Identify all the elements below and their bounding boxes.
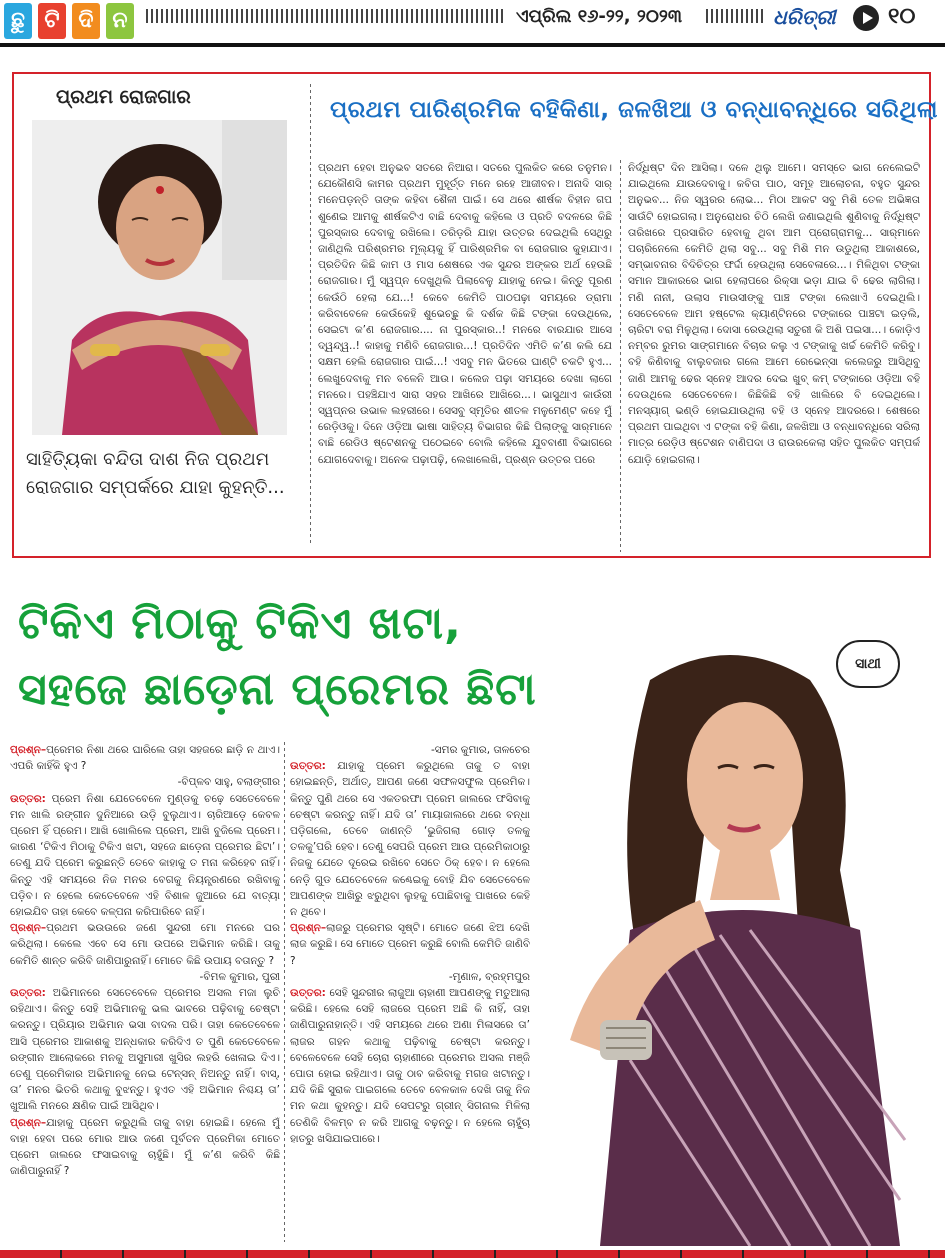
article1-column-1: ପ୍ରଥମ ହେବା ଅନୁଭବ ସତରେ ନିଆରା। ସତରେ ପୁଲକିତ କରେ ତନୁମନ। ଯେକୌଣସି କାମର ପ୍ରଥମ ମୁହୂର୍ତ୍ତ ମନେ ରହେ ଆଜୀବନ। ଅନାଦି ସାର୍ ମନେପଡ଼ନ୍ତି ତାଙ୍କ କହିବା ଶୈଳୀ ପାଇଁ। ସେ ଥରେ ଶୀର୍ଷକ ବିହୀନ ଗପ ଶୁଣେଇ ଆମକୁ ଶୀର୍ଷକଟିଏ ବାଛି ଦେବାକୁ କହିଲେ ଓ ପ୍ରତି ବଦଳରେ କିଛି ପୁରସ୍କାର ଦେବାକୁ ରଖିଲେ। ତରିଡ଼ରି ଯାହା ଉତ୍ତର ଦେଇଥିଲି ସେଥିରୁ ଜାଣିଥିଲି ପରିଶ୍ରମର ମୂଲ୍ୟକୁ ହିଁ ପାରିଶ୍ରମିକ ବା ରୋଜଗାର କୁହାଯାଏ। ପ୍ରତିଦିନ କିଛି କାମ ଓ ମାସ ଶେଷରେ ଏକ ସୁନ୍ଦର ଅଙ୍କର ଅର୍ଥ ହେଉଛି ରୋଜଗାର। ମୁଁ ସ୍ୱପ୍ନ ଦେଖୁଥିଲି ପିଲାବେଳୁ ଯାହାକୁ ନେଇ। କିନ୍ତୁ ପୂରଣ କେଉଁଠି ହେଲା ଯେ...! କେବେ କେମିତି ପାଠପଢ଼ା ସମୟରେ ଡ୍ରାମା କରିବାବେଳେ କେଉଁକେହି ଶୁଭେଚ୍ଛୁ କି ଦର୍ଶକ କିଛି ଟଙ୍କା ଦେଉଥିଲେ, ସେଇଟା କ’ଣ ରୋଜଗାର.... ନା ପୁରସ୍କାର..! ମନରେ ବାରଯାର ଆସେ ଦ୍ୱନ୍ଦ୍ୱ..! କାହାକୁ ମଣିବି ରୋଜଗାର...! ପ୍ରତିଦିନ ଏମିତି କ’ଣ କଲି ଯେ ସକ୍ଷମ ହେଲି ରୋଜଗାର ପାଇଁ...! ଏସବୁ ମନ ଭିତରେ ଘାଣ୍ଟି ଚକଟି ହୁଏ... ଲେଖୁଦେବାକୁ ମନ ବଳେନି ଆଉ। କଲେଜ ପଢ଼ା ସମୟରେ ଦେଖା ଲାଗେ ମନରେ। ପହଞ୍ଚିଯାଏ ସାରା ସହର ଆଖିରେ ଆଖିରେ...। ଭାସୁଥାଏ କାଉଁରୀ ସ୍ୱପ୍ନର ଉଭାଳ ଲହରୀରେ। ସେସବୁ ସ୍ମୃତିର ଶୀତଳ ମଳୁମେଣ୍ଟ କହେ ମୁଁ ରେଡ଼ିଓକୁ। ଦିନେ ଓଡ଼ିଆ ଭାଷା ସାହିତ୍ୟ ବିଭାଗର କିଛି ପିଲାଙ୍କୁ ସାର୍‌ମାନେ ବାଛି ରେଡିଓ ଷ୍ଟେଶନକୁ ପଠେଇବେ ବୋଲି କହିଲେ ଯୁବବାଣୀ ବିଭାଗରେ ଯୋଗଦେବାକୁ। ଅନେକ ପଢ଼ାପଢ଼ି, ଲେଖାଲେଖି, ପ୍ରଶ୍ନ ଉତ୍ତର ପରେ — [318, 162, 612, 466]
article1-column-2: ନିର୍ଦ୍ଧିଷ୍ଟ ଦିନ ଆସିଲା। ଦଳେ ଥିଲୁ ଆମେ। ସମସ୍ତେ ଭାଗ ନେଲେଇଟି ଯାଇଥିଲେ ଯାଉଦେବାକୁ। କବିତା ପାଠ, ସମୂହ ଆଲୋଚନା, ବହୁତ ସୁନ୍ଦର ଅନୁଭବ... ନିଜ ସ୍ୱରର ଲୋଭ... ମିଠା ଆକଟ ସବୁ ମିଶି ତେଳ ଅଭିଜ୍ଞତା ସାଉଁଟି ହୋଇଗଲା। ଅନୁରୋଧର ଚିଠି ଲେଖି ଜଣାଇଥିଲି ଶୁଣିବାକୁ ନିର୍ଦ୍ଧିଷ୍ଟ ତାରିଖରେ ପ୍ରସାରିତ ହେବାକୁ ଥିବା ଆମ ପ୍ରୋଗ୍ରାମକୁ... ସାର୍‌ମାନେ ପଚାରିନେଲେ କେମିତି ଥିଲା ସବୁ... ସବୁ ମିଶି ମନ ଉଡୁଥିଲା ଆକାଶରେ, ସମ୍ଭାବନାର ବିଦିଚିତ୍ର ଫର୍ଦ୍ଦା ହେଉଥିଲା ସେବେଳାରେ...। ମିଳିଥିବା ଟଙ୍କା ସମାନ ଆକାରରେ ଭାଗ ହେଲାପରେ ରିକ୍ସା ଭଡ଼ା ଯାଇ ବି ଢେର ଲାଗିଲା। ମଣି ନାନୀ, ଉଲାସ ମାଉସୀଙ୍କୁ ପାଞ୍ଚ ଟଙ୍କା ଲେଖାଏଁ ଦେଇଥିଲି। ସେତେବେଳେ ଆମ ହଷ୍ଟେଲ କ୍ୟାଣ୍ଟିନରେ ଟଙ୍କାରେ ପାଞ୍ଚଟା ଇଡ଼ଲି, ଚାରିଟା ବରା ମିଳୁଥିଲା। ଦୋସା ରେଉଥିଲା ସତୁରୀ କି ଅଶି ପଇସା...। କୋଡ଼ିଏ ନମ୍ବର ରୁମର ସାଙ୍ଗମାନେ ବିଚାର କଲୁ ଏ ଟଙ୍କାକୁ ଖର୍ଚ୍ଚ କେମିତି କରିବୁ। ବହି କିଣିବାକୁ ବାଲୁବଜାର ଗଲେ ଆମେ ରେଭେନ୍ସା କଲେଜରୁ ଆସିଥିବୁ ଜାଣି ଆମକୁ ଢେର ସ୍ନେହ ଆଦର ଦେଇ ଖୁବ୍ କମ୍ ଟଙ୍କାରେ ଓଡ଼ିଆ ବହି ଦେଉଥିଲେ ସେତେବେଳେ। କିଛିକିଛି ବହି ଖାଲିରେ ବି ଦେଇଥିଲେ। ମନସ୍ୟାଗ୍ ଭଣ୍ଡି ହୋଇଯାଉଥିଲା ବହି ଓ ସ୍ନେହ ଆଦରରେ। ଶେଷରେ ପ୍ରଥମ ପାଇଥିବା ଏ ଟଙ୍କା ବହି କିଣା, ଜଳଖିଆ ଓ ବନ୍ଧାବନ୍ଧିରେ ସରିଲା ମାତ୍ର ରେଡ଼ିଓ ଷ୍ଟେଶନ ବାଣିପଦା ଓ ରାଉରକେଲା ସହିତ ପୁଲକିତ ସମ୍ପର୍କ ଯୋଡ଼ି ହୋଇଗଲା। — [628, 162, 920, 466]
masthead-dotted-line-left — [146, 9, 506, 23]
masthead — [0, 0, 945, 42]
answer-3: ଯାହାକୁ ପ୍ରେମ କରୁଥିଲେ ତାକୁ ତ ବାହା ହୋଇଛନ୍ତି, ଅର୍ଥାତ୍, ଆପଣ ଜଣେ ସଫଳସଫୁଲ ପ୍ରେମିକ। କିନ୍ତୁ ପୁଣି ଥରେ ସେ ଏକତରଫା ପ୍ରେମ ଜାଲରେ ଫସିବାକୁ ଚେଷ୍ଟା କରନ୍ତୁ ନାହିଁ। ଯଦି ତା’ ମାୟାଜାଲରେ ଥରେ ବନ୍ଧା ପଡ଼ିଗଲେ, ତେବେ ଜାଣନ୍ତି ‘ଭୁଜିଗଲା ଗୋଡ଼ ତଳକୁ ତଳକୁ’ପରି ହେବ। ତେଣୁ ସେପରି ପ୍ରେମ ଆଉ ପ୍ରେମିକାଠାରୁ ନିଜକୁ ଯେତେ ଦୂରେଇ ରଖିବେ ସେତେ ଠିକ୍ ହେବ। ନ ହେଲେ ନେଡ଼ି ଗୁଡ ଯେତେବେଳେ କଣ୍ଢେଇକୁ ବୋହି ଯିବ ସେତେବେଳେ ଆପଣଙ୍କ ଆଖିରୁ ଝରୁଥିବା ଲୁହକୁ ପୋଛିବାକୁ ପାଖରେ କେହି ନ ଥିବେ। — [290, 760, 530, 919]
question-2: ପ୍ରଥମ ଭଉଉରେ ଜଣେ ସୁନ୍ଦରୀ ମୋ ମନରେ ଘର କରିଥିଲା। କେଲେ ଏବେ ସେ ମୋ ଉପରେ ଅଭିମାନ କରିଛି। ତାକୁ କେମିତି ଶାନ୍ତ କରିବି ଜାଣିପାରୁନାହିଁ। ମୋତେ କିଛି ଉପାୟ ବତାନ୍ତୁ ? — [10, 922, 280, 967]
question-label: ପ୍ରଶ୍ନ– — [290, 922, 327, 935]
masthead-rule — [0, 43, 945, 47]
question-4-signature: -ମୃଣାଳ, ବ୍ରହ୍ମପୁର — [448, 970, 530, 983]
question-3: ଯାହାକୁ ପ୍ରେମ କରୁଥିଲି ତାକୁ ବାହା ହୋଇଛି। ହେଲେ ମୁଁ ବାହା ହେବା ପରେ ମୋର ଆଉ ଜଣେ ପୂର୍ବତନ ପ୍ରେମିକା ମୋତେ ପ୍ରେମ ଜାଲରେ ଫସାଇବାକୁ ଚାହୁଁଛି। ମୁଁ କ’ଣ କରିବି କିଛି ଜାଣିପାରୁନାହିଁ ? — [10, 1116, 280, 1178]
question-2-signature: -ବିମଳ କୁମାର, ପୁରୀ — [199, 970, 280, 983]
portrait-illustration — [32, 120, 287, 435]
masthead-dotted-line-right — [706, 9, 766, 23]
article1-kicker: ପ୍ରଥମ ରୋଜଗାର — [56, 86, 191, 108]
question-1-signature: -ବିପ୍ଳବ ସାହୁ, ବଲାଙ୍ଗୀର — [177, 776, 280, 789]
section-letter-2: ଟି — [38, 3, 66, 39]
answer-1: ପ୍ରେମ ନିଶା ଯେତେବେଳେ ମୁଣ୍ଡକୁ ଚଢ଼େ ସେତେବେଳେ ମନ ଖାଲି ରଙ୍ଗୀନ ଦୁନିଆରେ ଉଡ଼ି ବୁଲୁଥାଏ। ଚାରିଆଡ଼େ କେବଳ ପ୍ରେମ ହିଁ ପ୍ରେମ। ଆଖି ଖୋଲିଲେ ପ୍ରେମ, ଆଖି ବୁଜିଲେ ପ୍ରେମ। କାରଣ ‘ଟିକିଏ ମିଠାକୁ ଟିକିଏ ଖଟା, ସହଜେ ଛାଡ଼େନା ପ୍ରେମର ଛିଟା’। ତେଣୁ ଯଦି ପ୍ରେମ କରୁଛନ୍ତି ତେବେ କାହାକୁ ତ ମନା କରିହେବ ନାହିଁ। କିନ୍ତୁ ଏହି ସମୟରେ ନିଜ ମନର ବେଗକୁ ନିୟନ୍ତ୍ରଣରେ ରଖିବାକୁ ପଡ଼ିବ। ନ ହେଲେ କେତେବେଳେ ଏହି ବିଶାଳ ଜୁଆରେ ଯେ ବାତ୍ୟା ହୋଇଯିବ ତାହା କେବେ କଳ୍ପନା କରିପାରିବେ ନାହିଁ। — [10, 792, 280, 919]
page-number: ୧୦ — [888, 4, 916, 29]
column-divider — [620, 160, 621, 552]
bottom-rule — [0, 1250, 945, 1258]
answer-label: ଉତ୍ତର: — [10, 987, 46, 1000]
column-divider — [284, 742, 285, 1242]
author-portrait — [32, 120, 287, 435]
article2-column-2 — [290, 742, 530, 1247]
answer-2: ଅଭିମାନରେ ସେତେବେଳେ ପ୍ରେମର ଅସଲ ମଜା ଲୁଚି ରହିଥାଏ। କିନ୍ତୁ ସେହି ଅଭିମାନକୁ ଭଲ ଭାବରେ ପଢ଼ିବାକୁ ଚେଷ୍ଟା କରନ୍ତୁ। ପ୍ରିୟାର ଅଭିମାନ ଭସା ବାଦଲ ପରି। ତାହା କେତେବେଳେ ଆସି ପ୍ରେମର ଆକାଶକୁ ଅନ୍ଧକାର କରିଦିଏ ତ ପୁଣି କେତେବେଳେ ରଙ୍ଗୀନ ଆଲୋକରେ ମନକୁ ଅସୁମାରୀ ଖୁସିର ଲହରି ଖେଳାଇ ଦିଏ। ତେଣୁ ପ୍ରେମିକାର ଅଭିମାନକୁ ନେଇ ଟେନ୍‌ସନ୍ ନିଅନ୍ତୁ ନାହିଁ। ବାସ୍, ତା’ ମନର ଭିତରି କଥାକୁ ବୁଝନ୍ତୁ। ହୁଏତ ଏହି ଅଭିମାନ ନିଶ୍ଚୟ ତା’ ଖୁଆଲି ମନରେ କ୍ଷଣିକ ପାଇଁ ଆସିଥିବ। — [10, 987, 280, 1113]
issue-date: ଏପ୍ରିଲ ୧୬-୨୨, ୨୦୨୩ — [516, 6, 682, 27]
question-label: ପ୍ରଶ୍ନ– — [10, 1116, 47, 1129]
article2-headline-line1: ଟିକିଏ ମିଠାକୁ ଟିକିଏ ଖଟା, — [18, 598, 462, 649]
section-letter-3: ଦି — [72, 3, 100, 39]
model-illustration — [540, 640, 945, 1246]
newspaper-logo: ଧରିତ୍ରୀ — [773, 5, 836, 29]
article1-caption: ସାହିତ୍ୟିକା ବନ୍ଦିତା ଦାଶ ନିଜ ପ୍ରଥମ ରୋଜଗାର ସମ୍ପର୍କରେ ଯାହା କୁହନ୍ତି... — [26, 449, 285, 498]
answer-label: ଉତ୍ତର: — [290, 987, 326, 1000]
column-divider — [310, 84, 311, 544]
question-1: ପ୍ରେମର ନିଶା ଥରେ ଘାରିଲେ ତାହା ସହଜରେ ଛାଡ଼ି ନ ଥାଏ। ଏପରି କାହିଁକି ହୁଏ ? — [10, 744, 280, 773]
answer-label: ଉତ୍ତର: — [290, 760, 326, 773]
section-letter-1: ଛୁ — [4, 3, 32, 39]
section-letter-4: ନ — [106, 3, 134, 39]
play-icon — [853, 5, 879, 31]
article2-headline-line2: ସହଜେ ଛାଡ଼େନା ପ୍ରେମର ଛିଟା — [18, 664, 537, 715]
article1-headline: ପ୍ରଥମ ପାରିଶ୍ରମିକ ବହିକିଣା, ଜଳଖିଆ ଓ ବନ୍ଧାବନ୍ଧିରେ ସରିଥିଲା — [330, 97, 938, 123]
question-label: ପ୍ରଶ୍ନ– — [10, 744, 47, 756]
answer-label: ଉତ୍ତର: — [10, 792, 46, 805]
question-label: ପ୍ରଶ୍ନ– — [10, 922, 47, 935]
model-photo — [540, 640, 945, 1246]
question-3-signature: -ସମର କୁମାର, ତାଳଚେର — [430, 744, 530, 756]
article2-column-1 — [10, 742, 280, 1247]
question-4: ଲାଜରୁ ପ୍ରେମର ସୃଷ୍ଟି। ମୋତେ ଜଣେ ଝିଅ ଦେଖି ଲାଜ କରୁଛି। ସେ ମୋତେ ପ୍ରେମ କରୁଛି ବୋଲି କେମିତି ଜାଣିବି ? — [290, 922, 530, 967]
answer-4: ସେହି ସୁନ୍ଦରୀର ଲାଜୁଆ ଚାହାଣୀ ଆପଣଙ୍କୁ ମତୁଆଲା କରିଛି। ହେଲେ ସେହି ଲାଜରେ ପ୍ରେମ ଅଛି କି ନାହିଁ, ତାହା ଜାଣିପାରୁନାହାନ୍ତି। ଏହି ସମୟରେ ଥରେ ଅଣା ମିଳାସରେ ତା’ ଲାଜର ଗହନ କଥାକୁ ପଢ଼ିବାକୁ ଚେଷ୍ଟା କରନ୍ତୁ। ବେଳେବେଳେ ସେହି ଚୋରା ଚାହାଣୀରେ ପ୍ରେମର ଅସଲ ମଞ୍ଜି ପୋତା ହୋଇ ରହିଥାଏ। ତାକୁ ଠାବ କରିବାକୁ ମଗଜ ଖଟାନ୍ତୁ। ଯଦି କିଛି ସୁରାକ ପାଇଗଲେ ତେବେ ବେଳକାଳ ଦେଖି ତାକୁ ନିଜ ମନ କଥା କୁହନ୍ତୁ। ଯଦି ସେପଟରୁ ଗ୍ରୀନ୍ ସିଗନାଲ ମିଳିଲା ତେଣିକି ବିଳମ୍ବ ନ କରି ଆଗକୁ ବଢ଼ନ୍ତୁ। ନ ହେଲେ ଚାହୁଁଚା ହାତରୁ ଖସିଯାଇପାରେ। — [290, 987, 530, 1145]
column-badge: ସାଥୀ — [836, 640, 900, 688]
